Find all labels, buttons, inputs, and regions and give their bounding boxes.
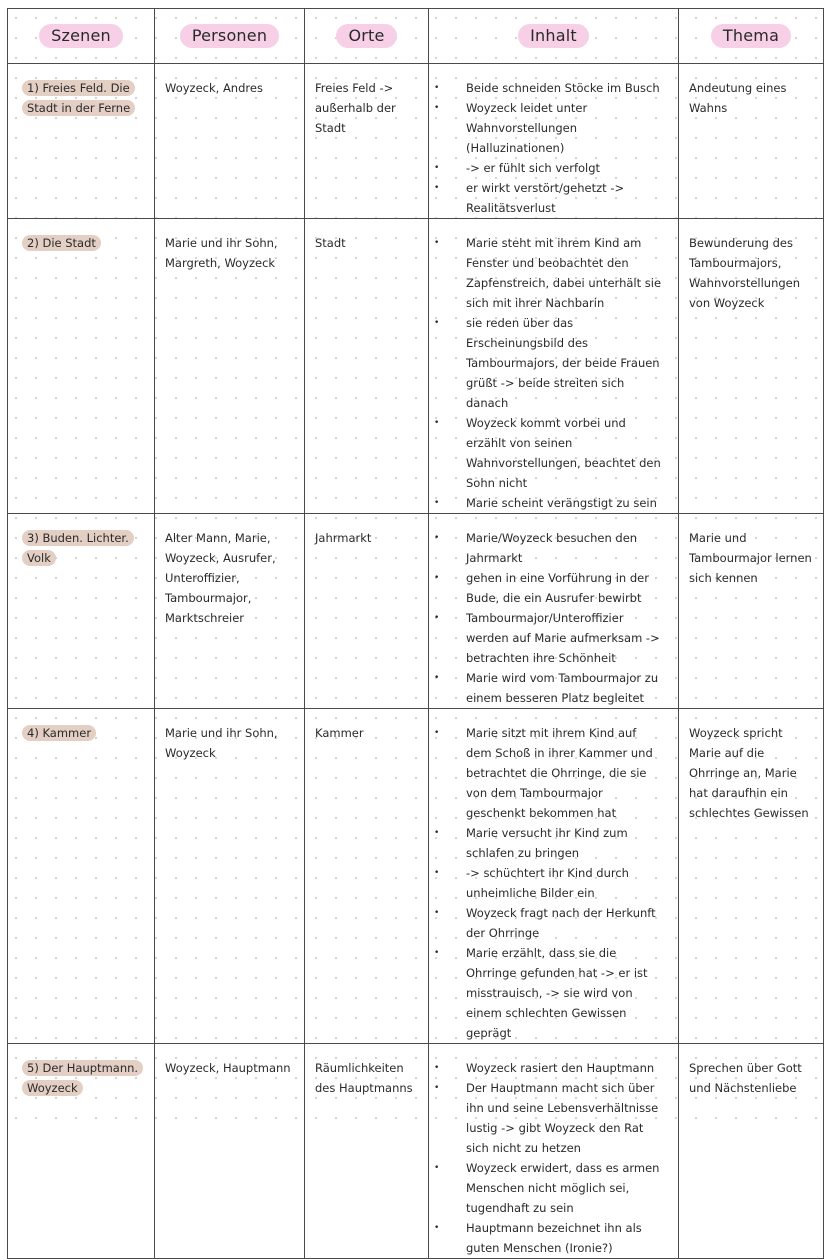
list-item: • -> er fühlt sich verfolgt [439,158,664,178]
personen-cell: Marie und ihr Sohn, Woyzeck [155,709,305,1044]
orte-cell: Räumlichkeiten des Hauptmanns [305,1044,429,1259]
list-item: • er wirkt verstört/gehetzt -> Realitätsverlust [439,178,664,218]
list-item: • Marie/Woyzeck besuchen den Jahrmarkt [439,528,664,568]
scene-title: 2) Die Stadt [22,235,101,251]
inhalt-cell [429,709,679,1044]
personen-cell: Alter Mann, Marie, Woyzeck, Ausrufer, Unteroffizier, Tambourmajor, Marktschreier [155,514,305,709]
orte-cell: Stadt [305,219,429,514]
scene-cell [8,219,155,514]
inhalt-cell [429,514,679,709]
list-item: • Woyzeck kommt vorbei und erzählt von seinen Wahnvorstellungen, beachtet den Sohn nicht [439,413,664,493]
table-row [8,64,824,219]
scene-title: 3) Buden. Lichter. Volk [22,530,134,566]
scene-title: 4) Kammer [22,725,96,741]
thema-cell: Woyzeck spricht Marie auf die Ohrringe an, Marie hat daraufhin ein schlechtes Gewissen [679,709,824,1044]
table-row [8,1044,824,1259]
orte-cell: Jahrmarkt [305,514,429,709]
inhalt-list [439,528,664,708]
scene-cell [8,514,155,709]
list-item: • Woyzeck erwidert, dass es armen Menschen nicht möglich sei, tugendhaft zu sein [439,1158,664,1218]
list-item: • Marie erzählt, dass sie die Ohrringe gefunden hat -> er ist misstrauisch, -> sie wird von einem schlechten Gewissen geprägt [439,943,664,1043]
list-item: • Hauptmann bezeichnet ihn als guten Menschen (Ironie?) [439,1218,664,1258]
thema-cell: Bewunderung des Tambourmajors, Wahnvorstellungen von Woyzeck [679,219,824,514]
scene-table [7,8,824,1259]
list-item: • Beide schneiden Stöcke im Busch [439,78,664,98]
table-row [8,219,824,514]
scene-title: 5) Der Hauptmann. Woyzeck [22,1060,143,1096]
list-item: • Der Hauptmann macht sich über ihn und seine Lebensverhältnisse lustig -> gibt Woyzeck den Rat sich nicht zu hetzen [439,1078,664,1158]
list-item: • Marie scheint verängstigt zu sein [439,493,664,513]
inhalt-cell [429,219,679,514]
thema-cell: Marie und Tambourmajor lernen sich kennen [679,514,824,709]
header-personen: Personen [155,9,305,64]
inhalt-list [439,233,664,513]
inhalt-list [439,78,664,218]
inhalt-list [439,723,664,1043]
thema-cell: Andeutung eines Wahns [679,64,824,219]
personen-cell: Woyzeck, Andres [155,64,305,219]
list-item: • Marie sitzt mit ihrem Kind auf dem Schoß in ihrer Kammer und betrachtet die Ohrringe, die sie von dem Tambourmajor geschenkt bekommen hat [439,723,664,823]
orte-cell: Kammer [305,709,429,1044]
inhalt-list [439,1058,664,1258]
header-inhalt: Inhalt [429,9,679,64]
list-item: • gehen in eine Vorführung in der Bude, die ein Ausrufer bewirbt [439,568,664,608]
table-row [8,709,824,1044]
list-item: • Woyzeck rasiert den Hauptmann [439,1058,664,1078]
inhalt-cell [429,1044,679,1259]
list-item: • Marie steht mit ihrem Kind am Fenster und beobachtet den Zapfenstreich, dabei unterhält sie sich mit ihrer Nachbarin [439,233,664,313]
scene-cell [8,1044,155,1259]
list-item: • Tambourmajor/Unteroffizier werden auf Marie aufmerksam -> betrachten ihre Schönheit [439,608,664,668]
list-item: • Marie wird vom Tambourmajor zu einem besseren Platz begleitet [439,668,664,708]
table-row [8,514,824,709]
personen-cell: Marie und ihr Sohn, Margreth, Woyzeck [155,219,305,514]
scene-cell [8,64,155,219]
orte-cell: Freies Feld -> außerhalb der Stadt [305,64,429,219]
header-orte: Orte [305,9,429,64]
list-item: • sie reden über das Erscheinungsbild des Tambourmajors, der beide Frauen grüßt -> beide streiten sich danach [439,313,664,413]
header-row [8,9,824,64]
header-szenen: Szenen [8,9,155,64]
inhalt-cell [429,64,679,219]
scene-cell [8,709,155,1044]
list-item: • Woyzeck leidet unter Wahnvorstellungen (Halluzinationen) [439,98,664,158]
list-item: • Woyzeck fragt nach der Herkunft der Ohrringe [439,903,664,943]
list-item: • Marie versucht ihr Kind zum schlafen zu bringen [439,823,664,863]
header-thema: Thema [679,9,824,64]
personen-cell: Woyzeck, Hauptmann [155,1044,305,1259]
thema-cell: Sprechen über Gott und Nächstenliebe [679,1044,824,1259]
scene-title: 1) Freies Feld. Die Stadt in der Ferne [22,80,135,116]
list-item: • -> schüchtert ihr Kind durch unheimliche Bilder ein [439,863,664,903]
